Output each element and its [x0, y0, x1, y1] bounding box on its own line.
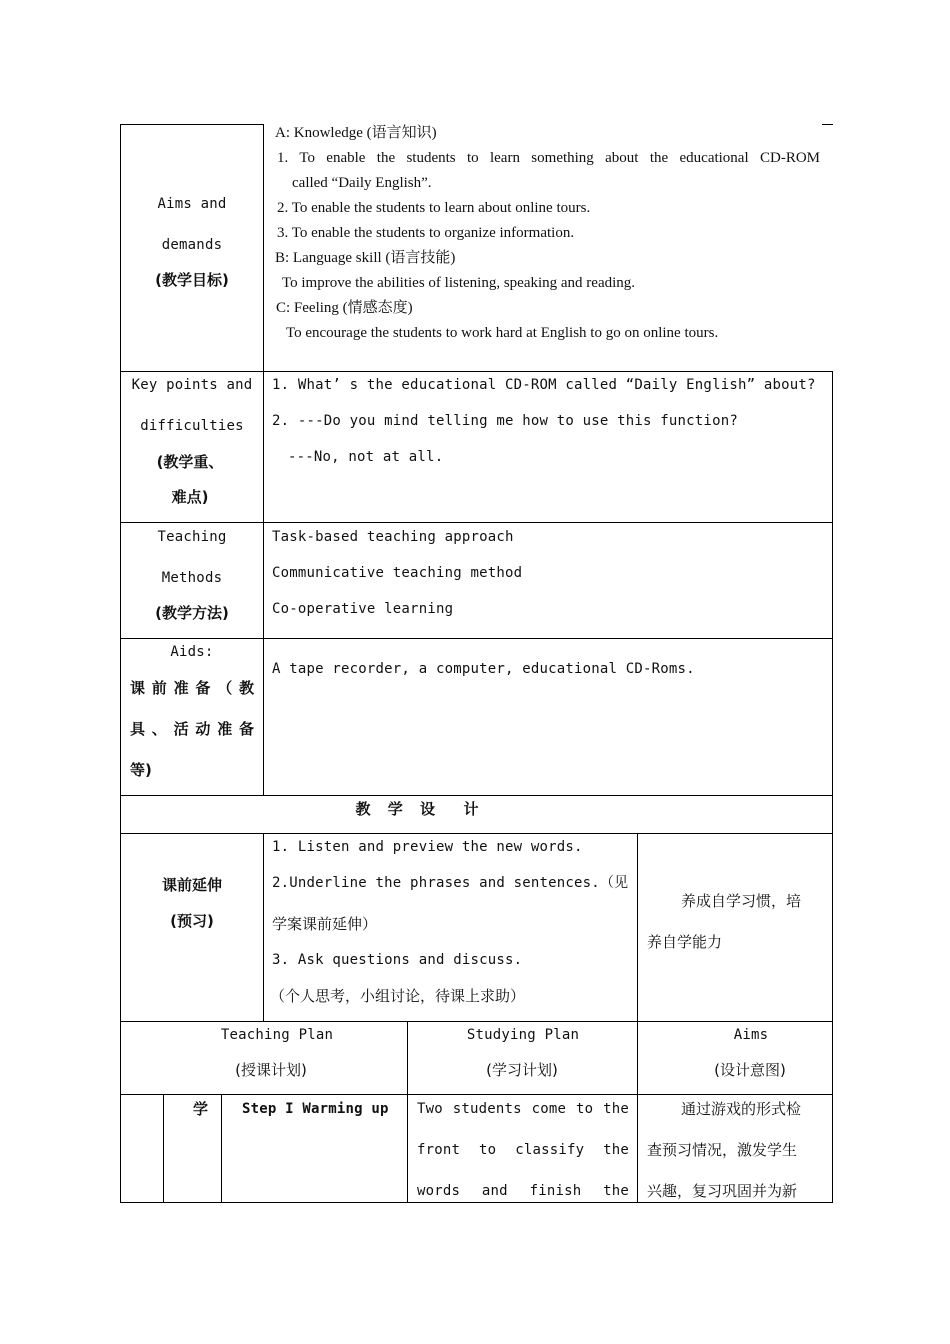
aims-item: To improve the abilities of listening, speaking and reading. — [282, 275, 636, 291]
label-column-divider — [263, 124, 264, 796]
aims-label-cn: (教学目标) — [155, 271, 229, 289]
table-border-top-right-tick — [822, 124, 833, 125]
step-study-line: Two students come to the — [417, 1101, 629, 1117]
keypoints-item: ---No, not at all. — [288, 449, 444, 465]
aims-item: B: Language skill (语言技能) — [275, 250, 456, 266]
preview-item: 2.Underline the phrases and sentences.（见 — [272, 875, 629, 891]
aids-label-cn-3: 等) — [130, 761, 152, 779]
teaching-plan-header-cn: (授课计划) — [235, 1061, 307, 1079]
methods-label: Teaching — [157, 529, 227, 545]
keypoints-item: 1. What’ s the educational CD-ROM called “Daily English” about? — [272, 377, 816, 393]
methods-item: Task-based teaching approach — [272, 529, 514, 545]
aims-item: To encourage the students to work hard at English to go on online tours. — [286, 325, 719, 341]
methods-item: Co-operative learning — [272, 601, 454, 617]
aims-item: called “Daily English”. — [292, 175, 432, 191]
keypoints-item: 2. ---Do you mind telling me how to use this function? — [272, 413, 738, 429]
studying-plan-header-cn: (学习计划) — [486, 1061, 558, 1079]
preview-label-2: (预习) — [170, 912, 214, 930]
aims-item: A: Knowledge (语言知识) — [275, 125, 437, 141]
preview-aim: 养成自学习惯，培 — [681, 892, 802, 910]
keypoints-label: Key points and — [131, 377, 253, 393]
preview-item: 3. Ask questions and discuss. — [272, 952, 523, 968]
methods-label-2: Methods — [161, 570, 223, 586]
step-aim-line: 通过游戏的形式检 — [681, 1100, 802, 1118]
step-column-char: 学 — [193, 1100, 209, 1118]
preview-label: 课前延伸 — [161, 876, 223, 894]
plan-col-divider — [407, 1021, 408, 1203]
row-divider-plan-header — [120, 1094, 833, 1095]
preview-item: （个人思考，小组讨论，待课上求助） — [270, 987, 526, 1005]
aids-label-cn-2: 具、活动准备 — [130, 720, 254, 738]
aims-label: Aims and — [157, 196, 227, 212]
step-col-divider-1 — [163, 1094, 164, 1203]
keypoints-label-cn-2: 难点) — [171, 488, 209, 506]
table-border-top — [120, 124, 263, 125]
aims-item: 3. To enable the students to organize information. — [277, 225, 575, 241]
preview-label-divider — [263, 833, 264, 1021]
teaching-plan-header: Teaching Plan — [220, 1027, 334, 1043]
aids-label: Aids: — [170, 644, 214, 660]
aims-item: 1. To enable the students to learn something about the educational CD-ROM — [277, 150, 820, 166]
aims-header-cn: (设计意图) — [714, 1061, 786, 1079]
aims-label-2: demands — [161, 237, 223, 253]
row-divider-preview — [120, 1021, 833, 1022]
row-divider-design — [120, 833, 833, 834]
step-study-line: front to classify the — [417, 1142, 629, 1158]
design-title: 教 学 设 计 — [355, 800, 485, 818]
row-divider-aims — [120, 371, 833, 372]
table-border-right — [832, 372, 833, 1203]
methods-label-cn: (教学方法) — [155, 604, 229, 622]
step-study-line: words and finish the — [417, 1183, 629, 1199]
studying-plan-header: Studying Plan — [466, 1027, 580, 1043]
row-divider-keypoints — [120, 522, 833, 523]
keypoints-label-cn: (教学重、 — [156, 453, 224, 471]
preview-item: 学案课前延伸） — [272, 915, 378, 933]
aids-text: A tape recorder, a computer, educational CD-Roms. — [272, 661, 695, 677]
methods-item: Communicative teaching method — [272, 565, 523, 581]
aims-item: 2. To enable the students to learn about online tours. — [277, 200, 591, 216]
table-border-bottom — [120, 1202, 833, 1203]
row-divider-aids — [120, 795, 833, 796]
row-divider-methods — [120, 638, 833, 639]
step-title: Step I Warming up — [242, 1101, 389, 1117]
step-aim-line: 兴趣，复习巩固并为新 — [647, 1182, 798, 1200]
aims-header: Aims — [733, 1027, 769, 1043]
step-aim-line: 查预习情况，激发学生 — [647, 1141, 798, 1159]
preview-aim-2: 养自学能力 — [647, 933, 723, 951]
preview-item: 1. Listen and preview the new words. — [272, 839, 583, 855]
preview-aim-divider — [637, 833, 638, 1203]
aids-label-cn: 课前准备（教 — [130, 679, 254, 697]
keypoints-label-2: difficulties — [140, 418, 244, 434]
step-col-divider-2 — [221, 1094, 222, 1203]
aims-item: C: Feeling (情感态度) — [276, 300, 413, 316]
table-border-left — [120, 124, 121, 1203]
